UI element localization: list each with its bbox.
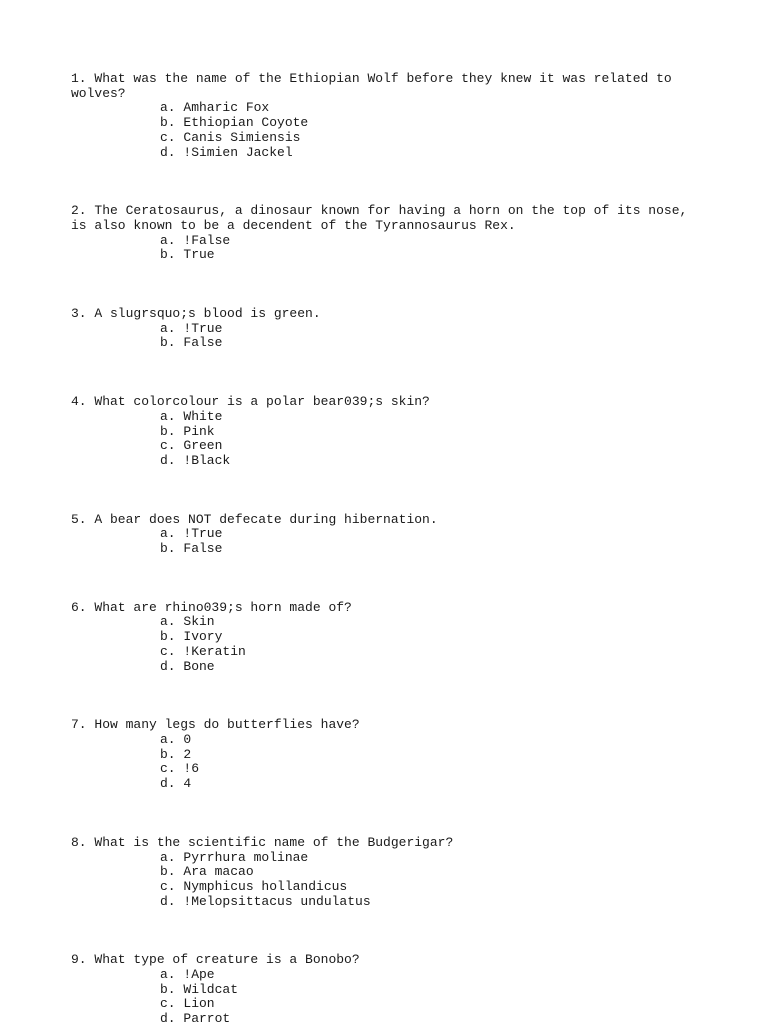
option-item: b. Wildcat xyxy=(160,981,239,997)
question-text: 1. What was the name of the Ethiopian Wolf before they knew it was related to wolves? xyxy=(71,71,672,101)
question-7 xyxy=(71,718,701,792)
option-list xyxy=(71,410,701,469)
question-1 xyxy=(71,72,701,160)
option-list xyxy=(71,851,701,910)
question-text: 6. What are rhino039;s horn made of? xyxy=(71,599,352,615)
option-item: c. Nymphicus hollandicus xyxy=(160,878,348,894)
option-item: a. !Ape xyxy=(160,967,215,983)
option-item: c. Canis Simiensis xyxy=(160,129,301,145)
option-item: c. !Keratin xyxy=(160,643,246,659)
option-item: b. Ethiopian Coyote xyxy=(160,115,309,131)
option-item: b. False xyxy=(160,335,223,351)
option-list xyxy=(71,234,701,263)
option-item: d. Parrot xyxy=(160,1011,231,1027)
option-item: a. !False xyxy=(160,232,231,248)
option-item: a. !True xyxy=(160,320,223,336)
option-list xyxy=(71,615,701,674)
option-item: a. !True xyxy=(160,526,223,542)
question-text: 8. What is the scientific name of the Budgerigar? xyxy=(71,834,454,850)
option-list xyxy=(71,527,701,556)
option-item: c. Green xyxy=(160,438,223,454)
question-3 xyxy=(71,307,701,351)
question-spacer xyxy=(71,351,701,395)
option-list xyxy=(71,101,701,160)
option-item: c. Lion xyxy=(160,996,215,1012)
option-list xyxy=(71,322,701,351)
question-8 xyxy=(71,836,701,910)
option-item: d. !Black xyxy=(160,452,231,468)
option-item: b. Ara macao xyxy=(160,864,254,880)
question-spacer xyxy=(71,674,701,718)
question-text: 9. What type of creature is a Bonobo? xyxy=(71,952,360,968)
question-5 xyxy=(71,513,701,557)
question-spacer xyxy=(71,557,701,601)
option-list xyxy=(71,968,701,1027)
question-text: 5. A bear does NOT defecate during hibernation. xyxy=(71,511,438,527)
question-spacer xyxy=(71,160,701,204)
option-item: a. Skin xyxy=(160,614,215,630)
option-item: a. 0 xyxy=(160,731,192,747)
option-item: a. Amharic Fox xyxy=(160,100,270,116)
option-item: a. White xyxy=(160,408,223,424)
option-item: b. Ivory xyxy=(160,629,223,645)
question-9 xyxy=(71,953,701,1027)
option-item: d. Bone xyxy=(160,658,215,674)
question-4 xyxy=(71,395,701,469)
question-text: 3. A slugrsquo;s blood is green. xyxy=(71,306,321,322)
option-item: d. 4 xyxy=(160,776,192,792)
question-spacer xyxy=(71,469,701,513)
question-text: 4. What colorcolour is a polar bear039;s skin? xyxy=(71,394,430,410)
option-item: b. Pink xyxy=(160,423,215,439)
question-spacer xyxy=(71,263,701,307)
question-2 xyxy=(71,204,701,263)
question-spacer xyxy=(71,792,701,836)
option-item: b. 2 xyxy=(160,746,192,762)
option-item: b. True xyxy=(160,247,215,263)
question-text: 2. The Ceratosaurus, a dinosaur known for having a horn on the top of its nose, is also known to be a decendent of the Tyrannosaurus Rex. xyxy=(71,203,688,233)
question-text: 7. How many legs do butterflies have? xyxy=(71,717,360,733)
quiz-document xyxy=(71,72,701,1027)
option-item: d. !Melopsittacus undulatus xyxy=(160,893,371,909)
option-item: d. !Simien Jackel xyxy=(160,144,293,160)
option-item: c. !6 xyxy=(160,761,200,777)
question-spacer xyxy=(71,909,701,953)
question-6 xyxy=(71,601,701,675)
option-list xyxy=(71,733,701,792)
option-item: b. False xyxy=(160,541,223,557)
option-item: a. Pyrrhura molinae xyxy=(160,849,309,865)
